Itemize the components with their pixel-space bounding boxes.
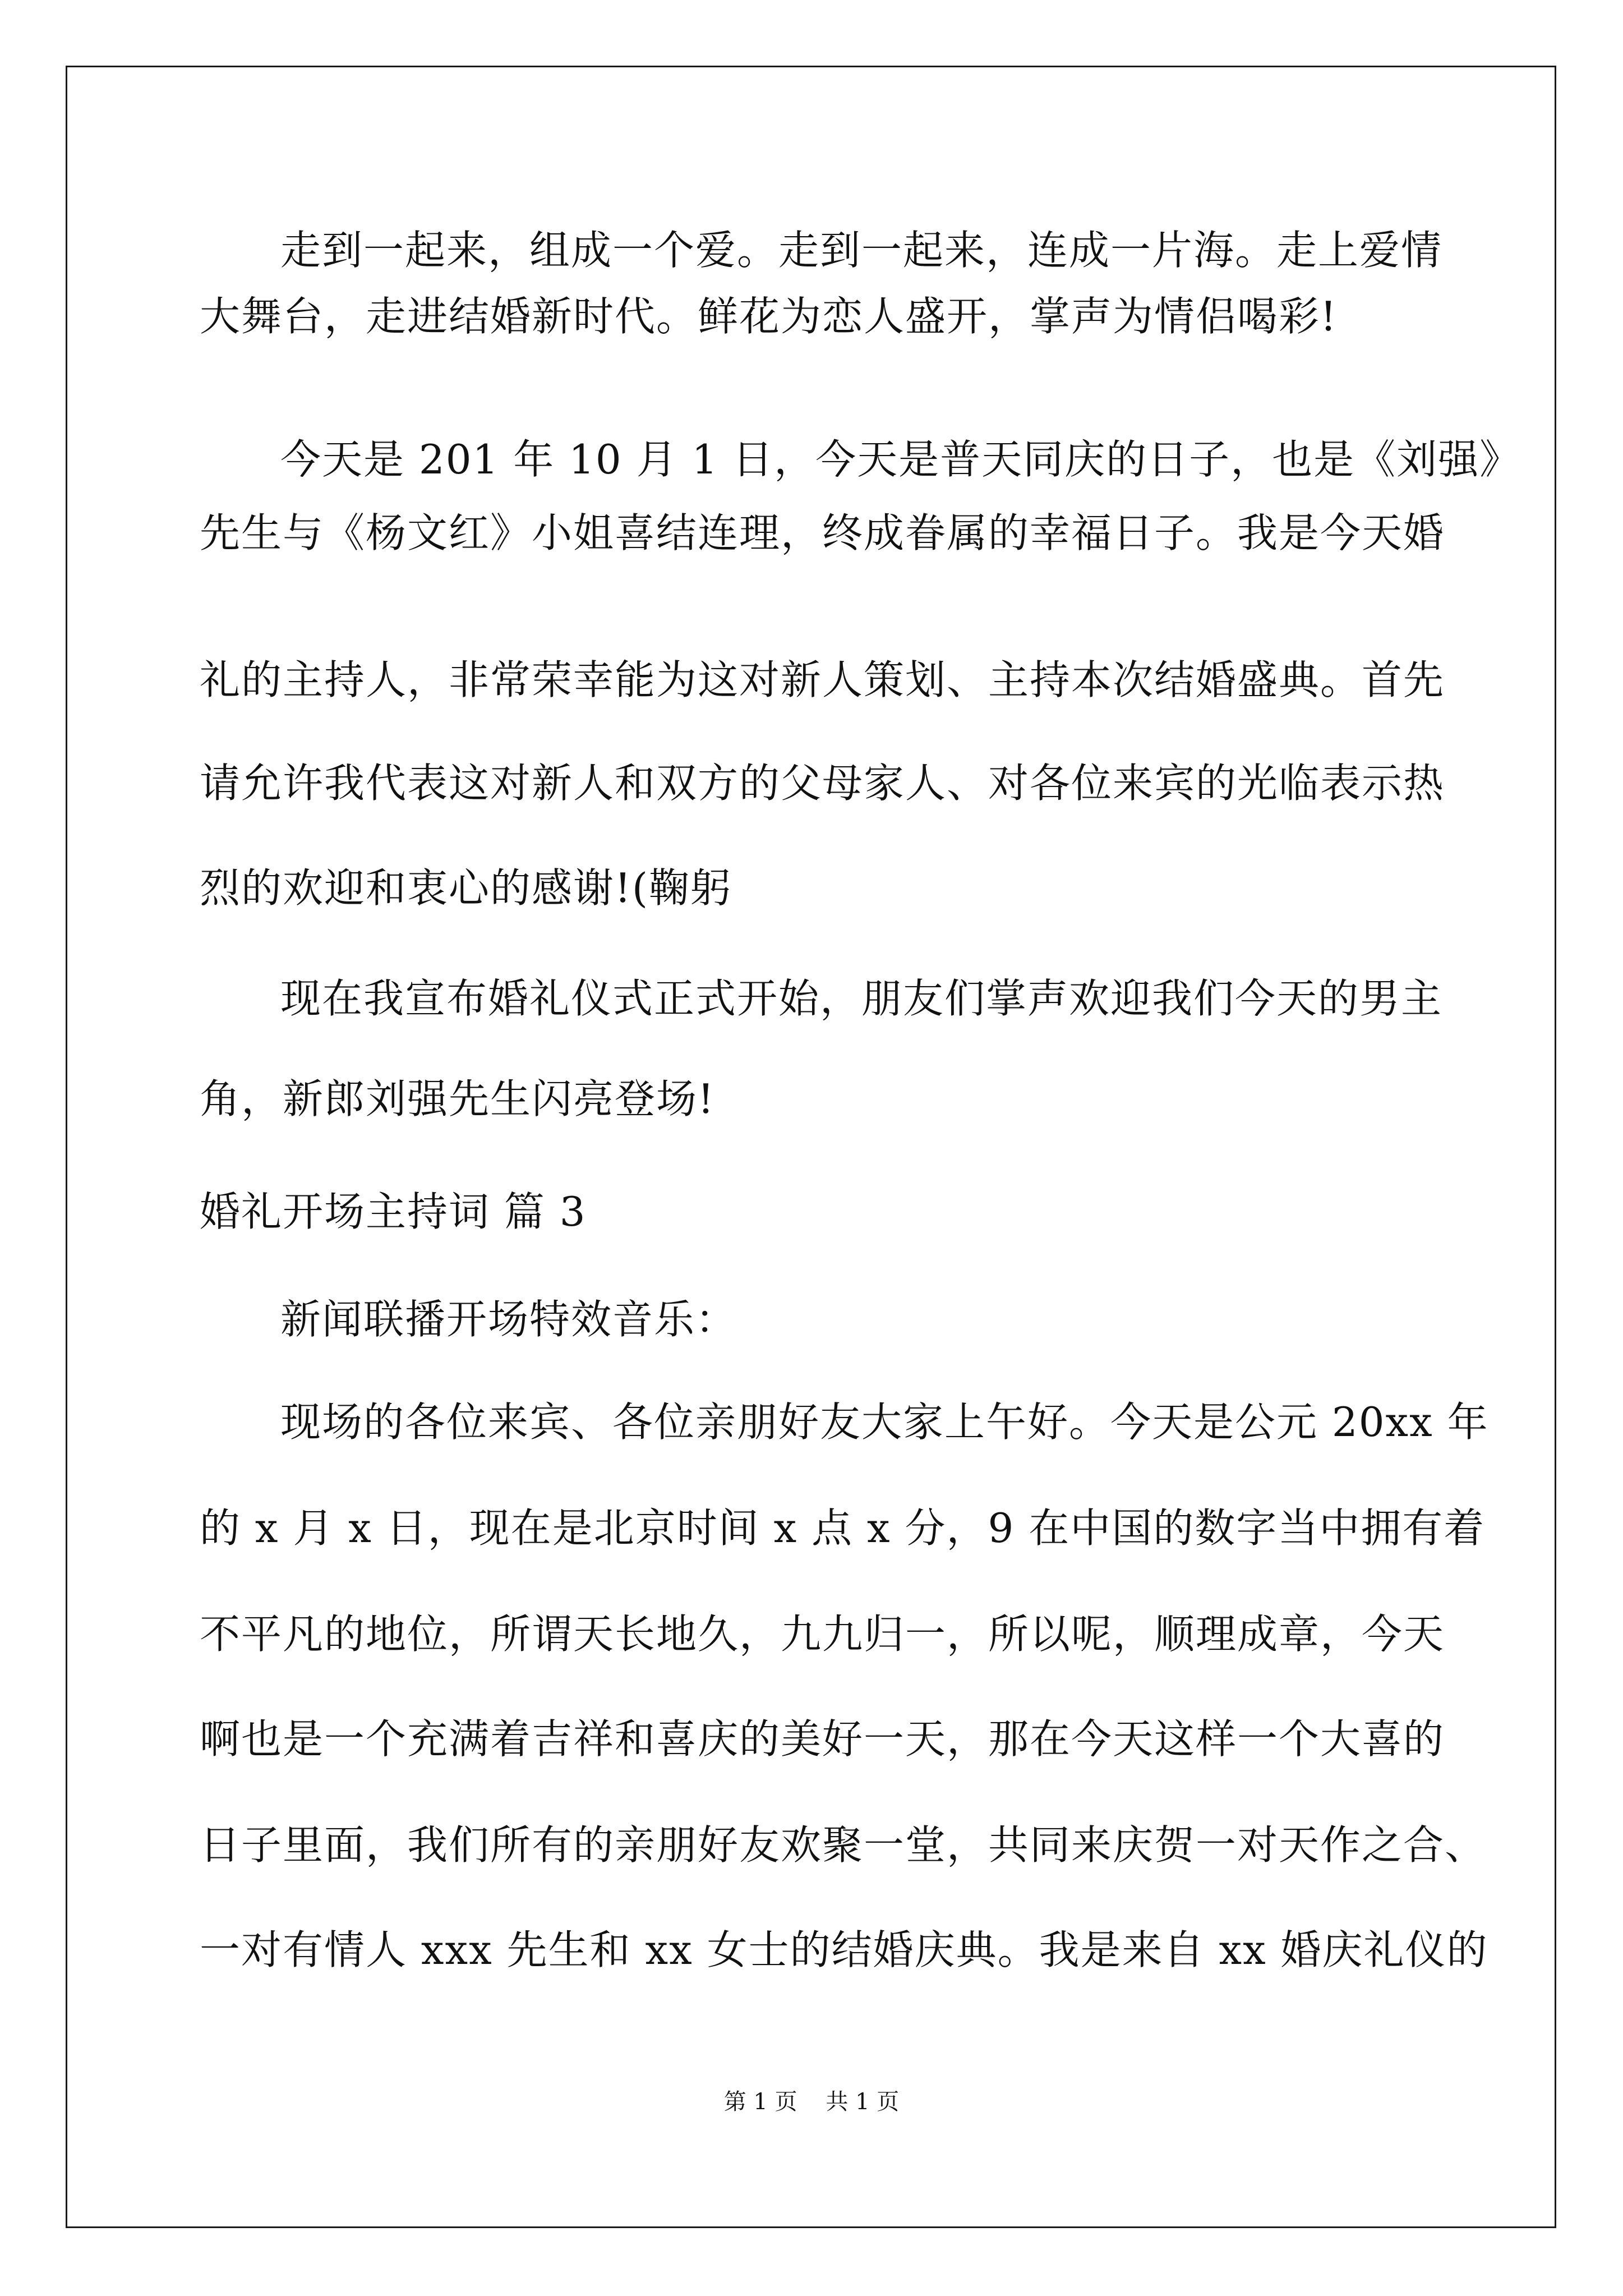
paragraph-line: 新闻联播开场特效音乐：	[280, 1296, 737, 1343]
paragraph-line: 先生与《杨文红》小姐喜结连理，终成眷属的幸福日子。我是今天婚	[200, 509, 1445, 556]
paragraph-line: 礼的主持人，非常荣幸能为这对新人策划、主持本次结婚盛典。首先	[200, 656, 1445, 703]
page-footer: 第 1 页 共 1 页	[723, 2089, 900, 2115]
paragraph-line: 今天是 201 年 10 月 1 日，今天是普天同庆的日子，也是《刘强》	[280, 436, 1521, 483]
paragraph-line: 啊也是一个充满着吉祥和喜庆的美好一天，那在今天这样一个大喜的	[200, 1715, 1445, 1763]
paragraph-line: 一对有情人 xxx 先生和 xx 女士的结婚庆典。我是来自 xx 婚庆礼仪的	[200, 1926, 1488, 1973]
paragraph-line: 角，新郎刘强先生闪亮登场!	[200, 1075, 715, 1122]
paragraph-line: 不平凡的地位，所谓天长地久，九九归一，所以呢，顺理成章，今天	[200, 1611, 1445, 1658]
paragraph-line: 走到一起来，组成一个爱。走到一起来，连成一片海。走上爱情	[280, 227, 1443, 274]
paragraph-line: 现在我宣布婚礼仪式正式开始，朋友们掌声欢迎我们今天的男主	[280, 975, 1443, 1022]
paragraph-line: 大舞台，走进结婚新时代。鲜花为恋人盛开，掌声为情侣喝彩!	[200, 293, 1338, 340]
paragraph-line: 烈的欢迎和衷心的感谢!(鞠躬	[200, 864, 732, 912]
paragraph-line: 日子里面，我们所有的亲朋好友欢聚一堂，共同来庆贺一对天作之合、	[200, 1821, 1487, 1869]
paragraph-line: 请允许我代表这对新人和双方的父母家人、对各位来宾的光临表示热	[200, 760, 1445, 807]
page-border	[66, 66, 1556, 2228]
section-heading: 婚礼开场主持词 篇 3	[200, 1188, 587, 1235]
paragraph-line: 的 x 月 x 日，现在是北京时间 x 点 x 分，9 在中国的数字当中拥有着	[200, 1504, 1486, 1552]
paragraph-line: 现场的各位来宾、各位亲朋好友大家上午好。今天是公元 20xx 年	[280, 1398, 1489, 1446]
